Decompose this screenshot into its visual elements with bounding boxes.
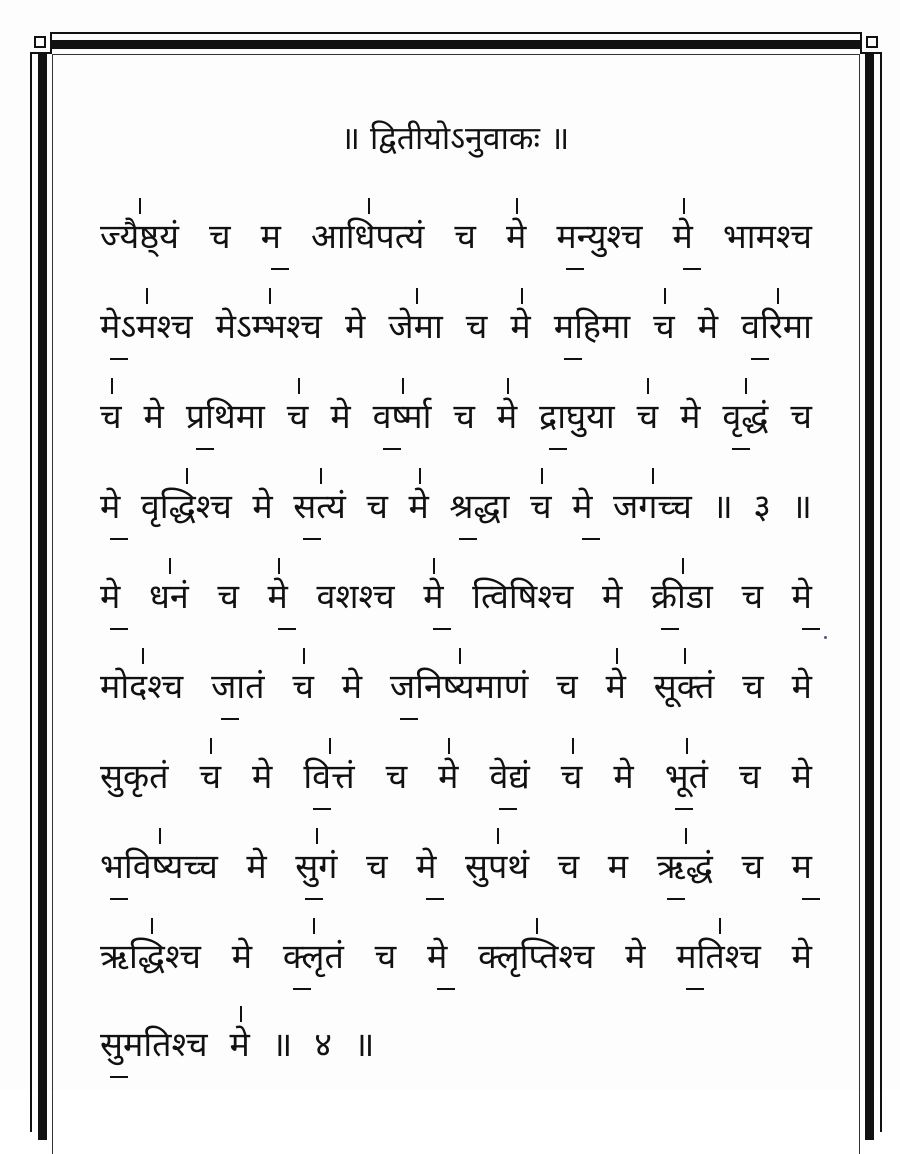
verse-word: मे (341, 667, 363, 707)
verse-word: जातं (211, 670, 264, 704)
verse-word: मे (423, 580, 443, 614)
verse-word: ॥ (791, 487, 812, 527)
verse-word: च (561, 760, 583, 794)
svarita-mark (169, 558, 171, 574)
verse-line (100, 667, 812, 707)
anudatta-mark (305, 898, 323, 900)
verse-line (100, 1025, 375, 1065)
corner-ornament-right (860, 32, 882, 54)
verse-word: च (292, 670, 314, 704)
anudatta-mark (313, 808, 331, 810)
anudatta-mark (278, 628, 296, 630)
verse-word: मे (416, 850, 436, 884)
anudatta-mark (383, 448, 401, 450)
verse-word: सुकृतं (100, 757, 169, 797)
verse-word: सुगं (295, 850, 337, 884)
anudatta-mark (433, 628, 451, 630)
verse-word: वृद्धं (722, 400, 768, 434)
verse-word: सत्यं (293, 490, 346, 524)
anudatta-mark (400, 718, 418, 720)
svarita-mark (507, 378, 509, 394)
anudatta-mark (459, 538, 477, 540)
text-block (60, 60, 850, 1090)
verse-word: ज्यैष्ठ्यं (100, 220, 179, 254)
svarita-mark (652, 468, 654, 484)
svarita-mark (298, 378, 300, 394)
verse-word: मे (791, 757, 812, 797)
anudatta-mark (564, 358, 582, 360)
verse-word: मे (100, 580, 120, 614)
svarita-mark (572, 738, 574, 754)
verse-word: मे (680, 397, 701, 437)
svarita-mark (416, 288, 418, 304)
anudatta-mark (293, 988, 311, 990)
anudatta-mark (802, 628, 820, 630)
verse-line (100, 307, 812, 347)
verse-word: मे (246, 847, 267, 887)
verse-word: च (366, 487, 388, 527)
svarita-mark (684, 648, 686, 664)
svarita-mark (142, 648, 144, 664)
svarita-mark (146, 288, 148, 304)
verse-word: त्विषिश्च (472, 577, 574, 617)
verse-word: प्रथिमा (186, 400, 265, 434)
anudatta-mark (566, 268, 584, 270)
svarita-mark (685, 828, 687, 844)
verse-word: ॥ (712, 487, 733, 527)
verse-line (100, 577, 812, 617)
svarita-mark (745, 378, 747, 394)
verse-word: मन्युश्च (556, 220, 642, 254)
verse-word: मे (252, 487, 273, 527)
verse-word: मे (143, 397, 164, 437)
verse-line (100, 757, 812, 797)
verse-word: क्रीडा (651, 580, 713, 614)
verse-word: म (607, 847, 629, 887)
anudatta-mark (582, 538, 600, 540)
verse-word: मतिश्च (676, 940, 761, 974)
verse-word: क्लृप्तिश्च (478, 940, 594, 974)
svarita-mark (419, 468, 421, 484)
verse-word: क्लृतं (283, 940, 344, 974)
svarita-mark (186, 468, 188, 484)
verse-word: वर्ष्मा (373, 400, 432, 434)
svarita-mark (269, 288, 271, 304)
anudatta-mark (110, 1076, 128, 1078)
verse-word: श्रद्धा (449, 490, 509, 524)
anudatta-mark (667, 898, 685, 900)
svarita-mark (368, 198, 370, 214)
verse-word: मे (791, 937, 812, 977)
verse-word: जनिष्यमाणं (390, 670, 528, 704)
verse-word: ॥ (353, 1025, 375, 1065)
anudatta-mark (802, 898, 820, 900)
verse-word: मे (606, 670, 626, 704)
svarita-mark (278, 558, 280, 574)
anudatta-mark (271, 268, 289, 270)
verse-word: च (738, 757, 761, 797)
verse-word: वरिमा (741, 310, 812, 344)
verse-word: च (742, 667, 764, 707)
svarita-mark (313, 918, 315, 934)
verse-word: च (217, 577, 239, 617)
svarita-mark (240, 1006, 242, 1022)
verse-word: आधिपत्यं (311, 220, 424, 254)
verse-word: मे (506, 220, 526, 254)
svarita-mark (541, 468, 543, 484)
verse-word: च (741, 577, 764, 617)
svarita-mark (459, 648, 461, 664)
verse-word: जगच्च (613, 490, 692, 524)
verse-word: ॥ (271, 1025, 293, 1065)
svarita-mark (448, 738, 450, 754)
verse-line (100, 847, 812, 887)
anudatta-mark (303, 538, 321, 540)
verse-word: महिमा (554, 310, 630, 344)
verse-word: ऋद्धं (657, 850, 713, 884)
anudatta-mark (751, 358, 769, 360)
svarita-mark (686, 738, 688, 754)
verse-line (100, 487, 812, 527)
anudatta-mark (686, 988, 704, 990)
svarita-mark (151, 918, 153, 934)
verse-word: मे (438, 760, 458, 794)
verse-word: च (287, 400, 309, 434)
verse-word: मे (252, 757, 273, 797)
verse-word: च (454, 217, 476, 257)
anudatta-mark (499, 808, 517, 810)
svarita-mark (329, 738, 331, 754)
verse-word: मे (613, 757, 634, 797)
verse-line (100, 397, 812, 437)
anudatta-mark (426, 898, 444, 900)
svarita-mark (210, 738, 212, 754)
verse-word: मोदश्च (100, 670, 183, 704)
svarita-mark (433, 558, 435, 574)
verse-word: सूक्तं (654, 670, 715, 704)
verse-word: च (385, 757, 408, 797)
verse-word: भविष्यच्च (100, 850, 218, 884)
svarita-mark (402, 378, 404, 394)
svarita-mark (320, 468, 322, 484)
verse-word: च (637, 400, 659, 434)
anudatta-mark (732, 448, 750, 450)
verse-word: मे (792, 580, 812, 614)
svarita-mark (647, 378, 649, 394)
anudatta-mark (549, 448, 567, 450)
anudatta-mark (110, 538, 128, 540)
anudatta-mark (110, 358, 128, 360)
verse-word: मे (345, 307, 366, 347)
verse-word: वशश्च (316, 577, 395, 617)
svarita-mark (521, 288, 523, 304)
anudatta-mark (110, 898, 128, 900)
verse-word: च (465, 307, 488, 347)
verse-word: मे (572, 490, 592, 524)
svarita-mark (616, 648, 618, 664)
verse-word: च (453, 397, 475, 437)
verse-word: मे (697, 307, 719, 347)
verse-word: वृद्धिश्च (141, 490, 232, 524)
verse-word: म (261, 220, 281, 254)
verse-word: ४ (314, 1025, 332, 1065)
verse-word: सुपथं (465, 850, 529, 884)
verse-word: धनं (149, 580, 189, 614)
section-title: ॥ द्वितीयोऽनुवाकः ॥ (340, 119, 570, 157)
verse-word: वित्तं (303, 760, 354, 794)
svarita-mark (777, 288, 779, 304)
verse-word: मे (673, 220, 693, 254)
verse-word: च (557, 847, 580, 887)
verse-word: च (653, 310, 675, 344)
verse-line (100, 217, 812, 257)
verse-word: च (530, 490, 552, 524)
svarita-mark (664, 288, 666, 304)
verse-word: च (100, 400, 122, 434)
svarita-mark (719, 918, 721, 934)
verse-word: वेद्यं (489, 760, 529, 794)
verse-word: च (556, 667, 578, 707)
verse-word: च (208, 217, 231, 257)
svarita-mark (159, 828, 161, 844)
anudatta-mark (110, 628, 128, 630)
svarita-mark (111, 378, 113, 394)
verse-word: च (374, 937, 397, 977)
verse-word: ऋद्धिश्च (100, 940, 201, 974)
svarita-mark (682, 558, 684, 574)
corner-ornament-left (30, 32, 52, 54)
verse-word: मे (268, 580, 288, 614)
verse-word: च (790, 397, 812, 437)
verse-word: मे (427, 940, 447, 974)
verse-word: जेमा (388, 310, 442, 344)
anudatta-mark (683, 268, 701, 270)
verse-word: मे (601, 577, 623, 617)
verse-word: भूतं (665, 760, 708, 794)
verse-word: भामश्च (722, 217, 812, 257)
verse-word: च (741, 847, 764, 887)
verse-word: मेऽम्भश्च (216, 310, 322, 344)
anudatta-mark (196, 448, 214, 450)
verse-word: सुमतिश्च (100, 1028, 208, 1062)
anudatta-mark (221, 718, 239, 720)
svarita-mark (536, 918, 538, 934)
verse-word: द्राघुया (539, 400, 614, 434)
verse-word: मे (409, 490, 429, 524)
verse-line (100, 937, 812, 977)
verse-word: मे (497, 400, 517, 434)
verse-word: च (365, 847, 388, 887)
verse-word: मे (230, 1028, 250, 1062)
verse-word: मे (330, 397, 351, 437)
anudatta-mark (437, 988, 455, 990)
anudatta-mark (661, 628, 679, 630)
svarita-mark (683, 198, 685, 214)
anudatta-mark (675, 808, 693, 810)
svarita-mark (316, 828, 318, 844)
verse-word: मे (625, 937, 646, 977)
svarita-mark (139, 198, 141, 214)
verse-word: च (199, 760, 221, 794)
verse-word: ३ (753, 487, 771, 527)
svarita-mark (516, 198, 518, 214)
verse-word: मे (791, 667, 812, 707)
verse-word: मे (100, 490, 120, 524)
svarita-mark (497, 828, 499, 844)
verse-word: मे (231, 937, 253, 977)
verse-word: मेऽमश्च (100, 310, 193, 344)
verse-word: मे (510, 310, 530, 344)
verse-word: म (792, 850, 812, 884)
svarita-mark (303, 648, 305, 664)
